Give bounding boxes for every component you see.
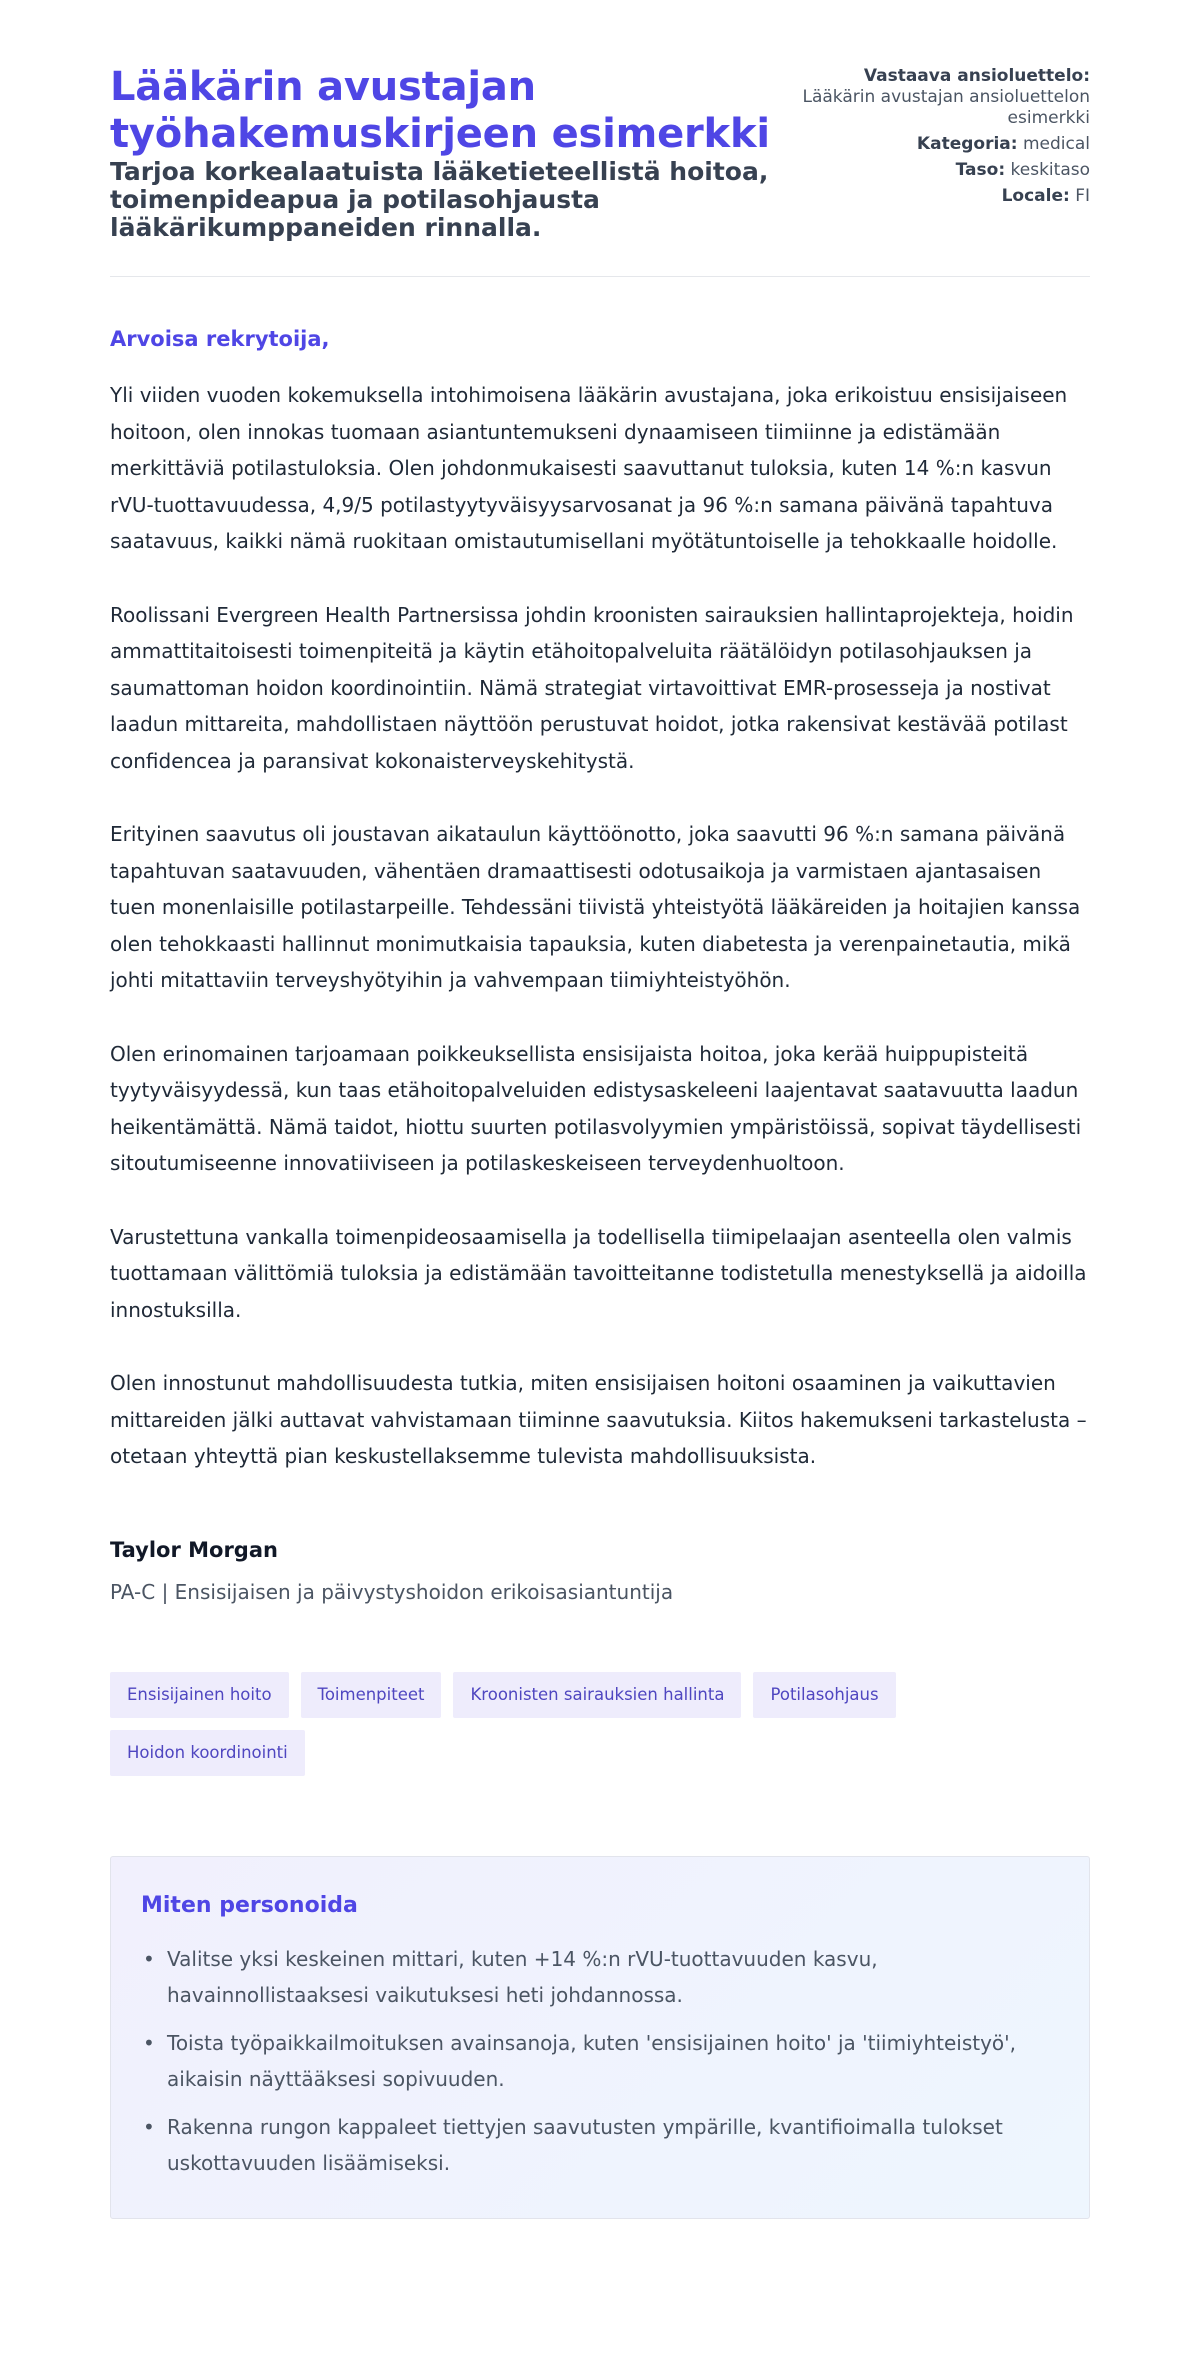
tip-item (141, 1941, 1059, 2014)
paragraph: Yli viiden vuoden kokemuksella intohimoisena lääkärin avustajana, joka erikoistuu ensisijaiseen hoitoon, olen innokas tuomaan asiantuntemukseni dynaamiseen tiimiinne ja edistämään merkittäviä potilastuloksia. Olen johdonmukaisesti saavuttanut tuloksia, kuten 14 %:n kasvun rVU-tuottavuudessa, 4,9/5 potilastyytyväisyysarvosanat ja 96 %:n samana päivänä tapahtuva saatavuus, kaikki nämä ruokitaan omistautumisellani myötätuntoiselle ja tehokkaalle hoidolle. (110, 383, 1068, 553)
tip-item (141, 2025, 1059, 2098)
meta-locale-label: Locale: (1001, 186, 1070, 206)
meta-level (796, 160, 1090, 181)
meta-level-label: Taso: (955, 160, 1006, 180)
meta-related-resume (796, 66, 1090, 129)
tips-list (141, 1941, 1059, 2182)
meta-level-value: keskitaso (1010, 160, 1090, 180)
paragraph: Olen erinomainen tarjoamaan poikkeuksellista ensisijaista hoitoa, joka kerää huippupisteitä tyytyväisyydessä, kun taas etähoitopalveluiden edistysaskeleeni laajentavat saatavuutta laadun heikentämättä. Nämä taidot, hiottu suurten potilasvolyymien ympäristöissä, sopivat täydellisesti sitoutumiseenne innovatiiviseen ja potilaskeskeiseen terveydenhuoltoon. (110, 1041, 1082, 1175)
tip-text: Rakenna rungon kappaleet tiettyjen saavutusten ympärille, kvantifioimalla tulokset uskottavuuden lisäämiseksi. (167, 2114, 1003, 2175)
paragraph: Erityinen saavutus oli joustavan aikataulun käyttöönotto, joka saavutti 96 %:n samana päivänä tapahtuvan saatavuuden, vähentäen dramaattisesti odotusaikoja ja varmistaen ajantasaisen tuen monenlaisille potilastarpeille. Tehdessäni tiivistä yhteistyötä lääkäreiden ja hoitajien kanssa olen tehokkaasti hallinnut monimutkaisia tapauksia, kuten diabetesta ja verenpainetautia, mikä johti mitattaviin terveyshyötyihin ja vahvempaan tiimiyhteistyöhön. (110, 822, 1081, 992)
meta-related-resume-label: Vastaava ansioluettelo: (863, 66, 1090, 86)
header-titles (110, 64, 796, 242)
meta-category (796, 134, 1090, 155)
bullet-icon: • (143, 2114, 155, 2139)
skill-tag: Ensisijainen hoito (110, 1672, 289, 1718)
meta-locale (796, 186, 1090, 207)
skill-tag: Kroonisten sairauksien hallinta (453, 1672, 741, 1718)
meta-locale-value: FI (1075, 186, 1090, 206)
tips-title: Miten personoida (141, 1892, 358, 1918)
skill-tags (110, 1672, 1090, 1776)
skill-tag: Potilasohjaus (753, 1672, 895, 1718)
bullet-icon: • (143, 2030, 155, 2055)
letter-body (110, 325, 1090, 1607)
page-subtitle: Tarjoa korkealaatuista lääketieteellistä hoitoa, toimenpideapua ja potilasohjausta lääkärikumppaneiden rinnalla. (110, 157, 769, 242)
letter-paragraphs (110, 377, 1090, 1475)
paragraph: Roolissani Evergreen Health Partnersissa johdin kroonisten sairauksien hallintaprojekteja, hoidin ammattitaitoisesti toimenpiteitä ja käytin etähoitopalveluita räätälöidyn potilasohjauksen ja saumattoman hoidon koordinointiin. Nämä strategiat virtavoittivat EMR-prosesseja ja nostivat laadun mittareita, mahdollistaen näyttöön perustuvat hoidot, jotka rakensivat kestävää potilast confidencea ja paransivat kokonaisterveyskehitystä. (110, 602, 1074, 773)
paragraph: Olen innostunut mahdollisuudesta tutkia, miten ensisijaisen hoitoni osaaminen ja vaikuttavien mittareiden jälki auttavat vahvistamaan tiiminne saavutuksia. Kiitos hakemukseni tarkastelusta – otetaan yhteyttä pian keskustellaksemme tulevista mahdollisuuksista. (110, 1371, 1087, 1468)
tip-item (141, 2109, 1059, 2182)
skill-tag: Hoidon koordinointi (110, 1730, 305, 1776)
tip-text: Valitse yksi keskeinen mittari, kuten +14 %:n rVU-tuottavuuden kasvu, havainnollistaaksesi vaikutuksesi heti johdannossa. (167, 1946, 878, 2007)
skill-tag: Toimenpiteet (301, 1672, 442, 1718)
page-header (110, 64, 1090, 277)
tip-text: Toista työpaikkailmoituksen avainsanoja, kuten 'ensisijainen hoito' ja 'tiimiyhteistyö', aikaisin näyttääksesi sopivuuden. (167, 2030, 1017, 2091)
metadata-panel (796, 64, 1090, 212)
bullet-icon: • (143, 1946, 155, 1971)
signature-title: PA-C | Ensisijaisen ja päivystyshoidon erikoisasiantuntija (110, 1579, 674, 1604)
meta-related-resume-value: Lääkärin avustajan ansioluettelon esimerkki (802, 87, 1090, 128)
paragraph: Varustettuna vankalla toimenpideosaamisella ja todellisella tiimipelaajan asenteella olen valmis tuottamaan välittömiä tuloksia ja edistämään tavoitteitanne todistetulla menestyksellä ja aidoilla innostuksilla. (110, 1224, 1087, 1322)
salutation: Arvoisa rekrytoija, (110, 327, 330, 351)
page-title: Lääkärin avustajan työhakemuskirjeen esimerkki (110, 64, 770, 157)
meta-category-value: medical (1022, 134, 1090, 154)
signature-block (110, 1535, 1090, 1607)
personalization-tips-card (110, 1856, 1090, 2219)
signature-name: Taylor Morgan (110, 1537, 278, 1562)
meta-category-label: Kategoria: (916, 134, 1018, 154)
